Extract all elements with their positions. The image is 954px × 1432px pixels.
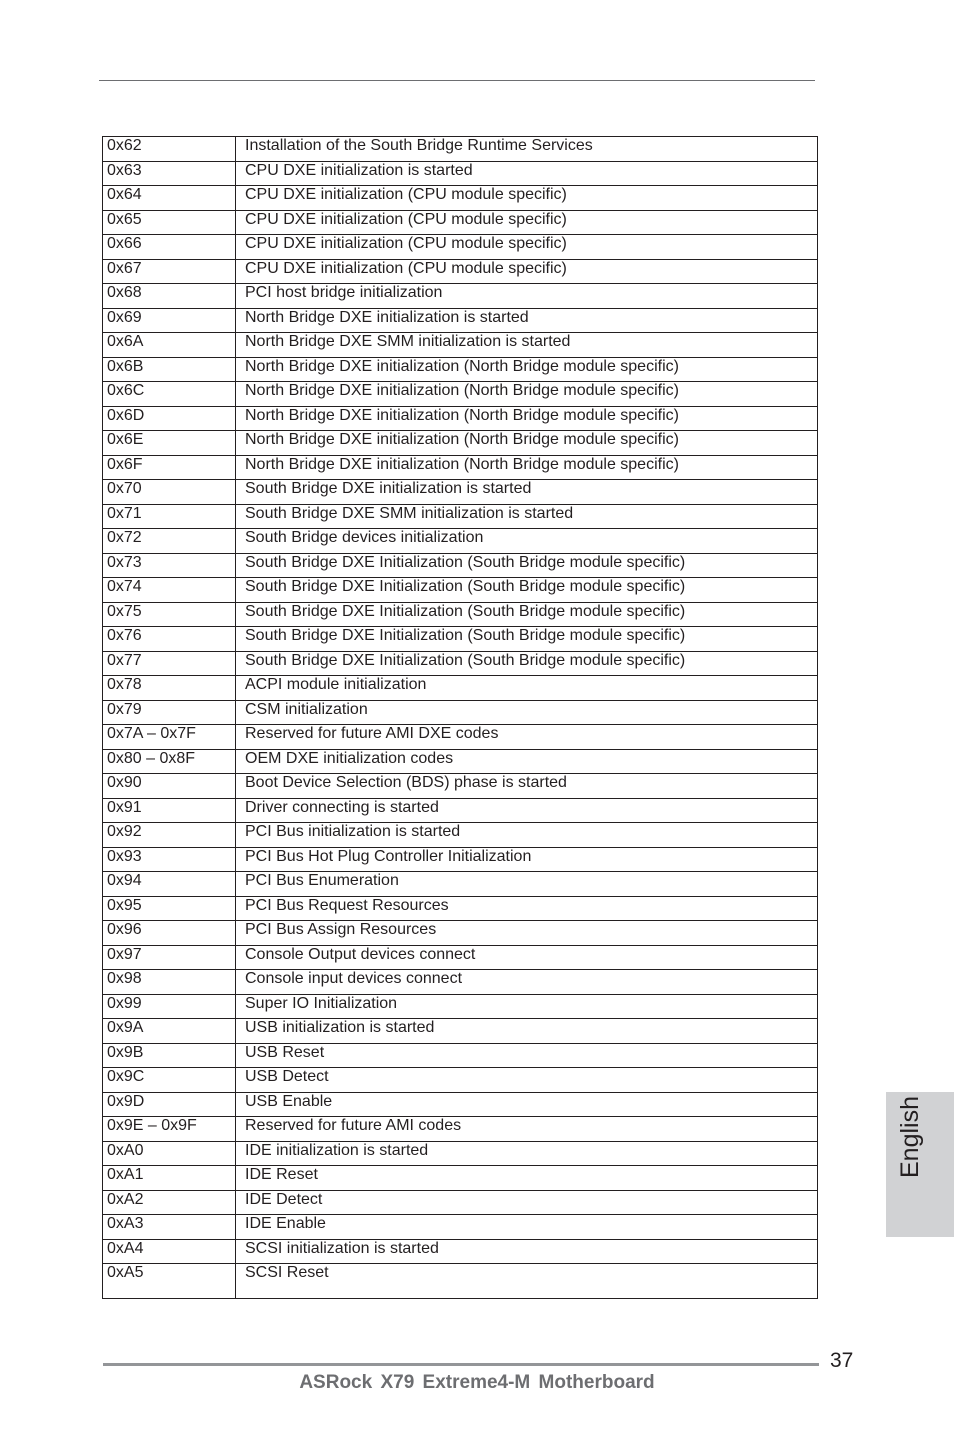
- table-row: [103, 186, 818, 211]
- description-cell: IDE Reset: [236, 1166, 818, 1191]
- description-cell: North Bridge DXE initialization (North Bridge module specific): [236, 382, 818, 407]
- description-cell: SCSI Reset: [236, 1264, 818, 1299]
- post-code-cell: 0x91: [103, 798, 236, 823]
- description-cell: PCI Bus Request Resources: [236, 896, 818, 921]
- post-code-cell: 0x74: [103, 578, 236, 603]
- table-row: [103, 651, 818, 676]
- post-code-cell: 0x69: [103, 308, 236, 333]
- table-row: [103, 357, 818, 382]
- post-code-cell: 0x94: [103, 872, 236, 897]
- description-cell: USB Detect: [236, 1068, 818, 1093]
- description-cell: North Bridge DXE initialization (North Bridge module specific): [236, 357, 818, 382]
- description-cell: PCI Bus initialization is started: [236, 823, 818, 848]
- description-cell: North Bridge DXE initialization (North Bridge module specific): [236, 406, 818, 431]
- description-cell: IDE Enable: [236, 1215, 818, 1240]
- table-row: [103, 382, 818, 407]
- post-code-cell: 0x97: [103, 945, 236, 970]
- language-tab-label: English: [896, 1096, 924, 1178]
- description-cell: SCSI initialization is started: [236, 1239, 818, 1264]
- post-code-cell: 0x63: [103, 161, 236, 186]
- description-cell: Boot Device Selection (BDS) phase is started: [236, 774, 818, 799]
- table-row: [103, 210, 818, 235]
- description-cell: Console input devices connect: [236, 970, 818, 995]
- table-row: [103, 921, 818, 946]
- table-row: [103, 529, 818, 554]
- post-code-cell: 0x95: [103, 896, 236, 921]
- description-cell: CPU DXE initialization is started: [236, 161, 818, 186]
- table-row: [103, 1019, 818, 1044]
- table-row: [103, 798, 818, 823]
- table-row: [103, 725, 818, 750]
- post-code-cell: 0x9C: [103, 1068, 236, 1093]
- post-code-cell: 0x9D: [103, 1092, 236, 1117]
- table-row: [103, 504, 818, 529]
- table-row: [103, 823, 818, 848]
- table-row: [103, 700, 818, 725]
- description-cell: PCI Bus Assign Resources: [236, 921, 818, 946]
- description-cell: Installation of the South Bridge Runtime Services: [236, 137, 818, 162]
- post-code-cell: 0x6F: [103, 455, 236, 480]
- table-row: [103, 455, 818, 480]
- table-row: [103, 553, 818, 578]
- post-code-cell: 0xA3: [103, 1215, 236, 1240]
- post-code-cell: 0x75: [103, 602, 236, 627]
- post-code-cell: 0x9B: [103, 1043, 236, 1068]
- post-code-cell: 0x93: [103, 847, 236, 872]
- description-cell: CPU DXE initialization (CPU module specific): [236, 210, 818, 235]
- table-row: [103, 945, 818, 970]
- table-row: [103, 602, 818, 627]
- post-code-cell: 0x80 – 0x8F: [103, 749, 236, 774]
- description-cell: South Bridge DXE Initialization (South Bridge module specific): [236, 627, 818, 652]
- description-cell: South Bridge DXE SMM initialization is started: [236, 504, 818, 529]
- table-row: [103, 1215, 818, 1240]
- description-cell: Driver connecting is started: [236, 798, 818, 823]
- description-cell: PCI host bridge initialization: [236, 284, 818, 309]
- description-cell: OEM DXE initialization codes: [236, 749, 818, 774]
- post-code-cell: 0x90: [103, 774, 236, 799]
- table-row: [103, 161, 818, 186]
- post-code-cell: 0x66: [103, 235, 236, 260]
- table-row: [103, 137, 818, 162]
- header-rule: [99, 80, 815, 81]
- table-row: [103, 1239, 818, 1264]
- post-code-cell: 0x62: [103, 137, 236, 162]
- post-code-cell: 0x67: [103, 259, 236, 284]
- description-cell: South Bridge DXE Initialization (South Bridge module specific): [236, 651, 818, 676]
- post-code-cell: 0x6E: [103, 431, 236, 456]
- table-row: [103, 749, 818, 774]
- post-code-cell: 0x9E – 0x9F: [103, 1117, 236, 1142]
- description-cell: North Bridge DXE initialization is started: [236, 308, 818, 333]
- table-row: [103, 431, 818, 456]
- table-row: [103, 284, 818, 309]
- description-cell: South Bridge DXE initialization is started: [236, 480, 818, 505]
- post-code-cell: 0x77: [103, 651, 236, 676]
- post-code-cell: 0x7A – 0x7F: [103, 725, 236, 750]
- post-code-cell: 0xA2: [103, 1190, 236, 1215]
- post-code-cell: 0x6C: [103, 382, 236, 407]
- post-code-cell: 0xA1: [103, 1166, 236, 1191]
- description-cell: South Bridge DXE Initialization (South Bridge module specific): [236, 553, 818, 578]
- table-row: [103, 896, 818, 921]
- table-row: [103, 1190, 818, 1215]
- post-code-cell: 0xA4: [103, 1239, 236, 1264]
- post-code-cell: 0x64: [103, 186, 236, 211]
- footer-title: ASRock X79 Extreme4-M Motherboard: [299, 1372, 655, 1393]
- table-body: [103, 137, 818, 1299]
- description-cell: Reserved for future AMI codes: [236, 1117, 818, 1142]
- post-code-cell: 0x68: [103, 284, 236, 309]
- post-code-cell: 0x65: [103, 210, 236, 235]
- post-code-cell: 0x92: [103, 823, 236, 848]
- table-row: [103, 578, 818, 603]
- table-row: [103, 774, 818, 799]
- table-row: [103, 1068, 818, 1093]
- description-cell: IDE initialization is started: [236, 1141, 818, 1166]
- description-cell: North Bridge DXE initialization (North Bridge module specific): [236, 455, 818, 480]
- post-code-cell: 0x98: [103, 970, 236, 995]
- table-row: [103, 970, 818, 995]
- description-cell: USB initialization is started: [236, 1019, 818, 1044]
- table-row: [103, 1166, 818, 1191]
- description-cell: ACPI module initialization: [236, 676, 818, 701]
- post-code-cell: 0x99: [103, 994, 236, 1019]
- description-cell: CPU DXE initialization (CPU module specific): [236, 186, 818, 211]
- description-cell: PCI Bus Hot Plug Controller Initialization: [236, 847, 818, 872]
- table-row: [103, 627, 818, 652]
- description-cell: CPU DXE initialization (CPU module specific): [236, 259, 818, 284]
- description-cell: CPU DXE initialization (CPU module specific): [236, 235, 818, 260]
- description-cell: IDE Detect: [236, 1190, 818, 1215]
- description-cell: Reserved for future AMI DXE codes: [236, 725, 818, 750]
- post-code-cell: 0x6D: [103, 406, 236, 431]
- post-code-cell: 0x78: [103, 676, 236, 701]
- post-code-cell: 0x73: [103, 553, 236, 578]
- description-cell: North Bridge DXE initialization (North Bridge module specific): [236, 431, 818, 456]
- table-row: [103, 1141, 818, 1166]
- page-number: 37: [830, 1349, 854, 1372]
- post-code-cell: 0x79: [103, 700, 236, 725]
- table-row: [103, 480, 818, 505]
- footer-rule: [103, 1363, 819, 1366]
- description-cell: USB Reset: [236, 1043, 818, 1068]
- table-row: [103, 235, 818, 260]
- description-cell: North Bridge DXE SMM initialization is started: [236, 333, 818, 358]
- post-code-cell: 0x6A: [103, 333, 236, 358]
- post-code-cell: 0x72: [103, 529, 236, 554]
- description-cell: South Bridge DXE Initialization (South Bridge module specific): [236, 578, 818, 603]
- description-cell: Console Output devices connect: [236, 945, 818, 970]
- table-row: [103, 406, 818, 431]
- description-cell: South Bridge devices initialization: [236, 529, 818, 554]
- table-row: [103, 676, 818, 701]
- table-row: [103, 1092, 818, 1117]
- post-code-cell: 0x96: [103, 921, 236, 946]
- description-cell: USB Enable: [236, 1092, 818, 1117]
- table-row: [103, 1117, 818, 1142]
- post-code-cell: 0xA0: [103, 1141, 236, 1166]
- post-code-cell: 0x6B: [103, 357, 236, 382]
- post-code-cell: 0x71: [103, 504, 236, 529]
- description-cell: South Bridge DXE Initialization (South Bridge module specific): [236, 602, 818, 627]
- post-code-cell: 0x9A: [103, 1019, 236, 1044]
- post-code-table: [102, 136, 818, 1299]
- table-row: [103, 1043, 818, 1068]
- description-cell: CSM initialization: [236, 700, 818, 725]
- description-cell: PCI Bus Enumeration: [236, 872, 818, 897]
- post-code-cell: 0x70: [103, 480, 236, 505]
- post-code-cell: 0x76: [103, 627, 236, 652]
- table-row: [103, 872, 818, 897]
- table-row: [103, 308, 818, 333]
- table-row: [103, 994, 818, 1019]
- table-row: [103, 847, 818, 872]
- post-code-cell: 0xA5: [103, 1264, 236, 1299]
- description-cell: Super IO Initialization: [236, 994, 818, 1019]
- table-row: [103, 333, 818, 358]
- table-row: [103, 259, 818, 284]
- table-row: [103, 1264, 818, 1299]
